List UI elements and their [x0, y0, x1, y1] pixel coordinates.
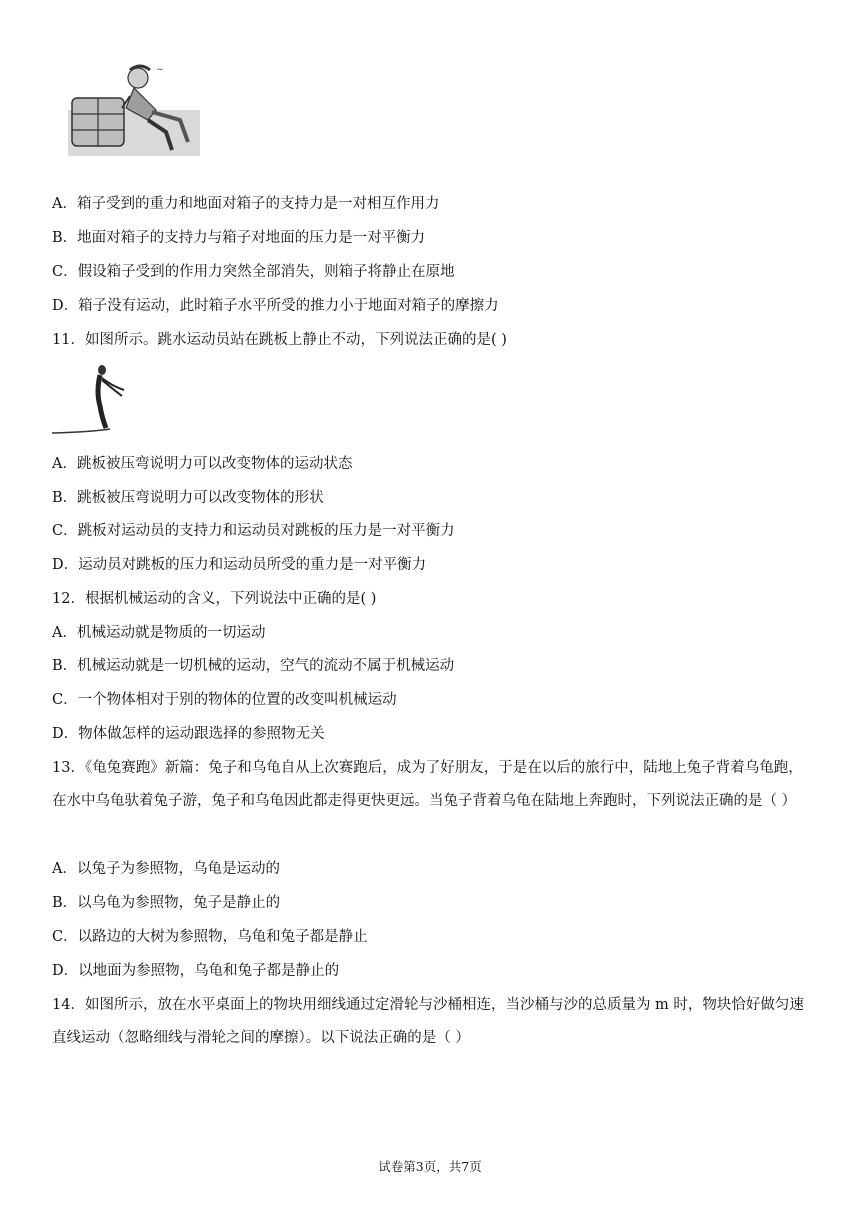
- q12-option-c: C．一个物体相对于别的物体的位置的改变叫机械运动: [52, 692, 397, 708]
- q13-option-b: B．以乌龟为参照物，兔子是静止的: [52, 895, 281, 911]
- q11-option-c: C．跳板对运动员的支持力和运动员对跳板的压力是一对平衡力: [52, 523, 455, 539]
- q12-stem: 12．根据机械运动的含义，下列说法中正确的是( ): [52, 591, 377, 607]
- svg-text:~: ~: [156, 65, 164, 75]
- q10-option-d: D．箱子没有运动，此时箱子水平所受的推力小于地面对箱子的摩擦力: [52, 298, 499, 314]
- q13-stem: 13．《龟兔赛跑》新篇：兔子和乌龟自从上次赛跑后，成为了好朋友，于是在以后的旅行中，陆地上兔子背着乌龟跑，在水中乌龟驮着兔子游，兔子和乌龟因此都走得更快更远。当兔子背着乌龟在陆地上奔跑时，下列说法正确的是（ ）: [52, 760, 803, 809]
- q12-option-b: B．机械运动就是一切机械的运动，空气的流动不属于机械运动: [52, 658, 455, 674]
- q11-option-d: D．运动员对跳板的压力和运动员所受的重力是一对平衡力: [52, 557, 427, 573]
- q12-option-a: A．机械运动就是物质的一切运动: [52, 625, 266, 641]
- q10-option-c: C．假设箱子受到的作用力突然全部消失，则箱子将静止在原地: [52, 264, 455, 280]
- q12-option-d: D．物体做怎样的运动跟选择的参照物无关: [52, 726, 325, 742]
- q11-stem: 11．如图所示。跳水运动员站在跳板上静止不动，下列说法正确的是( ): [52, 332, 507, 348]
- page-footer: 试卷第3页，共7页: [378, 1159, 482, 1174]
- q13-option-c: C．以路边的大树为参照物，乌龟和兔子都是静止: [52, 929, 368, 945]
- q14-stem: 14．如图所示，放在水平桌面上的物块用细线通过定滑轮与沙桶相连，当沙桶与沙的总质量为 m 时，物块恰好做匀速直线运动（忽略细线与滑轮之间的摩擦）。以下说法正确的是（ ）: [52, 997, 804, 1046]
- q10-option-a: A．箱子受到的重力和地面对箱子的支持力是一对相互作用力: [52, 196, 440, 212]
- q11-option-a: A．跳板被压弯说明力可以改变物体的运动状态: [52, 456, 353, 472]
- q10-option-b: B．地面对箱子的支持力与箱子对地面的压力是一对平衡力: [52, 230, 426, 246]
- q11-option-b: B．跳板被压弯说明力可以改变物体的形状: [52, 490, 324, 506]
- q13-option-d: D．以地面为参照物，乌龟和兔子都是静止的: [52, 963, 340, 979]
- q13-option-a: A．以兔子为参照物，乌龟是运动的: [52, 861, 280, 877]
- diver-figure: [50, 362, 140, 438]
- push-box-figure: [60, 50, 210, 162]
